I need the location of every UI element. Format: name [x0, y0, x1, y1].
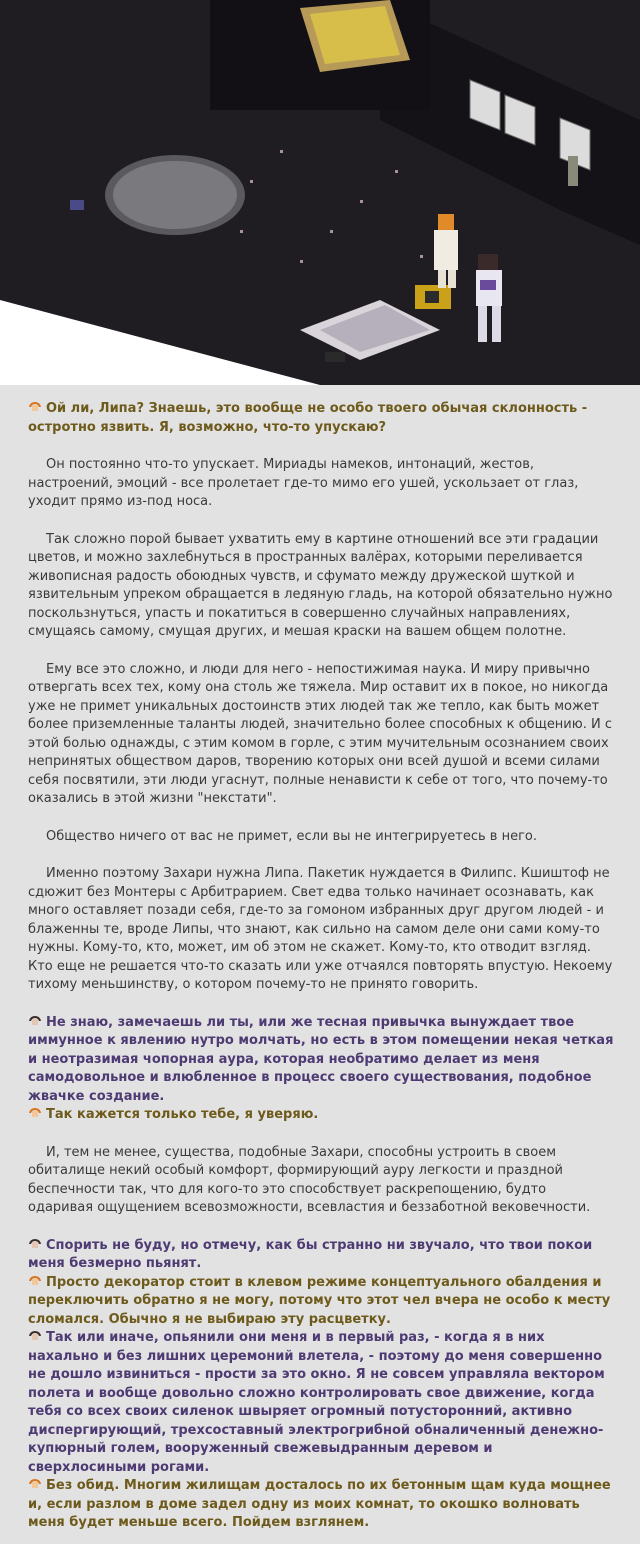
dialogue-line-purple	[28, 1329, 614, 1477]
line-text: Просто декоратор стоит в клевом режиме концептуального обалдения и переключить обратно я не могу, потому что этот чел вчера не особо к месту сломался. Обычно я не выбираю эту расцветку.	[28, 1274, 611, 1327]
dark-hair-avatar-icon	[28, 1330, 46, 1345]
floor-item	[70, 200, 84, 210]
narration-paragraph	[28, 865, 614, 995]
dialogue-log	[28, 400, 614, 1533]
orange-hair-avatar-icon	[28, 1275, 46, 1290]
narration-paragraph	[28, 1144, 614, 1218]
line-text: Именно поэтому Захари нужна Липа. Пакетик нуждается в Филипс. Кшиштоф не сдюжит без Монтеры с Арбитрарием. Свет едва только начинает осознавать, как много оставляет позади себя, где-то за гомоном избранных друг другом людей - и блаженны те, вроде Липы, что знают, как сильно на самом деле они сами кому-то нужны. Кому-то, кто, может, им об этом не скажет. Кому-то, кто отводит взгляд. Кто еще не решается что-то сказать или уже отчаялся повторять впустую. Некоему тихому меньшинству, о котором почему-то не принято говорить.	[28, 866, 613, 992]
narration-paragraph	[28, 531, 614, 642]
narration-paragraph	[28, 828, 614, 847]
line-text: Спорить не буду, но отмечу, как бы странно ни звучало, что твои покои меня безмерно пьянят.	[28, 1237, 593, 1271]
line-text: Ой ли, Липа? Знаешь, это вообще не особо твоего обычая склонность - остротно язвить. Я, возможно, что-то упускаю?	[28, 401, 588, 435]
dialogue-line-orange	[28, 1274, 614, 1330]
line-text: Он постоянно что-то упускает. Мириады намеков, интонаций, жестов, настроений, эмоций - все пролетает где-то мимо его ушей, ускользает от глаз, уходит прямо из-под носа.	[28, 457, 579, 509]
dialogue-line-orange	[28, 1477, 614, 1533]
dialogue-line-orange	[28, 1106, 614, 1125]
dark-hair-avatar-icon	[28, 1238, 46, 1253]
narration-paragraph	[28, 456, 614, 512]
dialogue-line-purple	[28, 1014, 614, 1107]
line-text: Так сложно порой бывает ухватить ему в картине отношений все эти градации цветов, и можно захлебнуться в пространных валёрах, которыми переливается живописная радость обоюдных чувств, и сфумато между дружеской шуткой и язвительным упреком обращается в ледяную гладь, на которой обязательно нужно поскользнуться, упасть и покатиться в совершенно случайных направлениях, смущаясь самому, смущая других, и мешая краски на вашем общем полотне.	[28, 531, 613, 639]
orange-hair-avatar-icon	[28, 401, 46, 416]
dark-hair-avatar-icon	[28, 1015, 46, 1030]
orange-hair-avatar-icon	[28, 1107, 46, 1122]
line-text: Ему все это сложно, и люди для него - непостижимая наука. И миру привычно отвергать всех тех, кому она столь же тяжела. Мир оставит их в покое, но никогда уже не примет уникальных достоинств этих людей так же тепло, как быть может более приземленные таланты людей, значительно более способных к общению. И с этой болью однажды, с этим комом в горле, с этим мучительным осознанием своих непринятых обществом даров, творению которых они всей душой и всеми силами себя посвятили, эти люди угаснут, полные ненависти к себе от того, что почему-то оказались в этой жизни "некстати".	[28, 661, 612, 806]
line-text: Так кажется только тебе, я уверяю.	[46, 1107, 319, 1122]
line-text: Так или иначе, опьянили они меня и в первый раз, - когда я в них нахально и без лишних церемоний влетела, - поэтому до меня совершенно не дошло извиниться - прости за это окно. Я не совсем управляла вектором полета и вообще довольно сложно контролировать свое движение, когда тебя со всех своих силенок швыряет огромный потусторонний, активно диспергирующий, трехсоставный электрогрибной обналиченный денежно-купюрный голем, вооруженный свежевыдранным деревом и сверхлосиными рогами.	[28, 1330, 605, 1475]
line-text: Общество ничего от вас не примет, если вы не интегрируетесь в него.	[46, 828, 537, 844]
spacer	[28, 1125, 614, 1144]
line-text: И, тем не менее, существа, подобные Захари, способны устроить в своем обиталище некий особый комфорт, формирующий ауру легкости и праздной беспечности так, что для кого-то это способствует раскрепощению, будто одаривая ощущением всевозможности, всевластия и беззаботной вековечности.	[28, 1144, 591, 1215]
dialogue-line-orange	[28, 400, 614, 437]
line-text: Без обид. Многим жилищам досталось по их бетонным щам куда мощнее и, если разлом в доме задел одну из моих комнат, то окошко волновать меня будет меньше всего. Пойдем взглянем.	[28, 1478, 611, 1530]
line-text: Не знаю, замечаешь ли ты, или же тесная привычка вынуждает твое иммунное к явлению нутро молчать, но есть в этом помещении некая четкая и неотразимая чопорная аура, которая необратимо делает из меня самодовольное и влюбленное в процесс своего существования, подобное жвачке создание.	[28, 1014, 614, 1104]
narration-paragraph	[28, 661, 614, 809]
orange-hair-avatar-icon	[28, 1478, 46, 1493]
game-scene	[0, 0, 640, 385]
spacer	[28, 437, 614, 456]
dialogue-line-purple	[28, 1237, 614, 1274]
